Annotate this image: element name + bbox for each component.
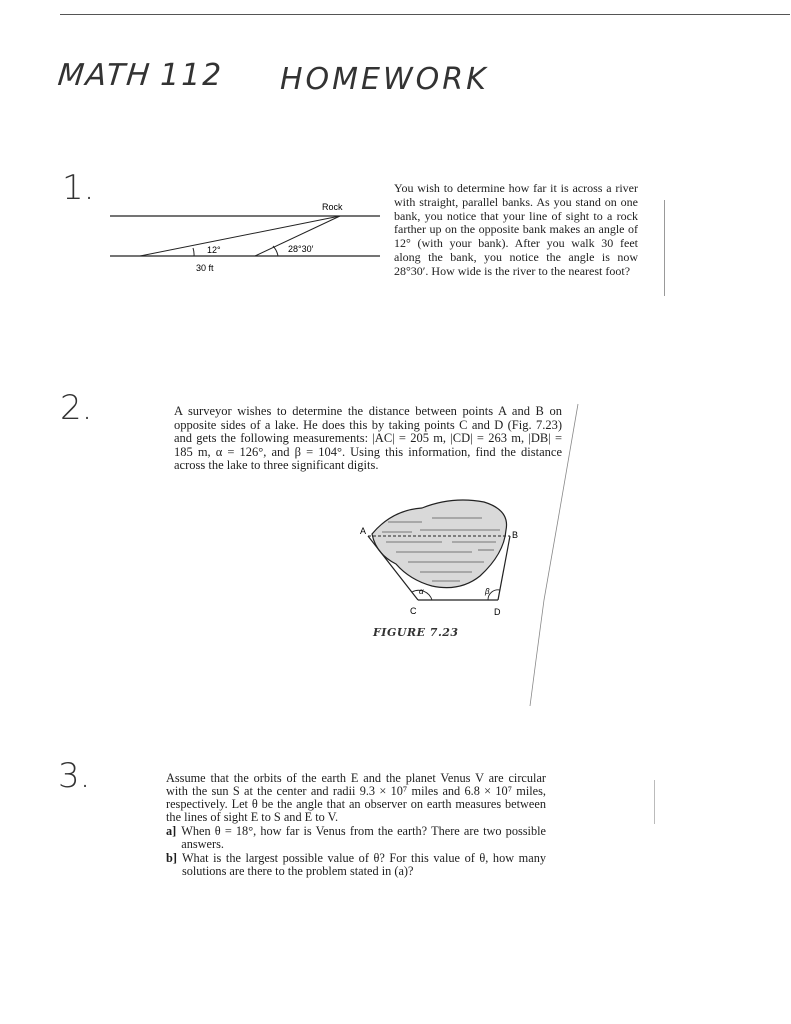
scan-edge-line [60, 14, 790, 15]
problem-1-text: You wish to determine how far it is across a river with straight, parallel banks. As you stand on one bank, you notice that your line of sight to a rock farther up on the opposite bank makes an angle of 12° (with your bank). After you walk 30 feet along the bank, you notice the angle is now 28°30′. How wide is the river to the nearest foot? [394, 181, 638, 278]
scan-speck [664, 200, 665, 296]
beta-label: β [485, 587, 490, 596]
problem-number-1: 1. [62, 168, 95, 208]
rock-label: Rock [322, 202, 343, 212]
header-title: HOMEWORK [280, 62, 489, 97]
river-diagram [100, 190, 400, 290]
header-course-number: 112 [160, 58, 224, 93]
scan-speck [654, 780, 655, 824]
problem-3-text [166, 772, 546, 878]
angle-28-label: 28°30′ [288, 244, 314, 254]
alpha-label: α [419, 587, 424, 596]
part-a-text: When θ = 18°, how far is Venus from the earth? There are two possible answers. [181, 824, 546, 851]
point-b-label: B [512, 530, 519, 540]
point-d-label: D [494, 607, 501, 617]
part-b-text: What is the largest possible value of θ? For this value of θ, how many solutions are there to the problem stated in (a)? [181, 851, 546, 878]
part-b-label: b] [166, 851, 177, 865]
point-c-label: C [410, 606, 417, 616]
point-a-label: A [360, 526, 367, 536]
figure-caption: FIGURE 7.23 [373, 626, 459, 639]
scan-mark [486, 400, 586, 710]
problem-number-2: 2. [60, 388, 93, 428]
angle-12-label: 12° [207, 245, 221, 255]
part-a-label: a] [166, 824, 177, 838]
distance-label: 30 ft [196, 263, 214, 273]
problem-2-text: A surveyor wishes to determine the distance between points A and B on opposite sides of a lake. He does this by taking points C and D (Fig. 7.23) and gets the following measurements: |AC| = 205 m, |CD| = 263 m, |DB| = 185 m, α = 126°, and β = 104°. Using this information, find the distance across the lake to three significant digits. [174, 404, 562, 473]
problem-number-3: 3. [58, 756, 91, 796]
problem-3-intro: Assume that the orbits of the earth E and the planet Venus V are circular with the sun S at the center and radii 9.3 × 10⁷ miles and 6.8 × 10⁷ miles, respectively. Let θ be the angle that an observer on earth measures between the lines of sight E to S and E to V. [166, 771, 546, 824]
header-course: MATH [56, 58, 153, 93]
